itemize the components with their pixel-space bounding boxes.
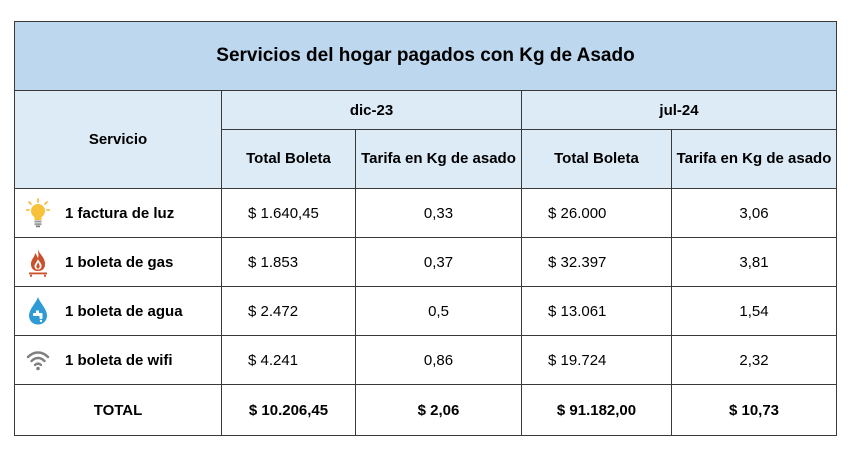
header-period-dic23: dic-23 — [222, 91, 522, 130]
water-drop-icon — [25, 296, 51, 326]
header-total-boleta-jul24: Total Boleta — [522, 130, 672, 189]
service-cell — [15, 189, 222, 238]
service-cell — [15, 238, 222, 287]
service-cell — [15, 336, 222, 385]
total-jul24-total: $ 91.182,00 — [522, 385, 672, 436]
total-dic23-tarifa: $ 2,06 — [356, 385, 522, 436]
jul24-tarifa-cell: 3,06 — [672, 189, 837, 238]
table-container — [14, 21, 836, 436]
dic23-total-cell: $ 1.640,45 — [222, 189, 356, 238]
service-name: 1 boleta de wifi — [65, 351, 173, 369]
table-row — [15, 238, 837, 287]
service-name: 1 boleta de agua — [65, 302, 183, 320]
service-cell — [15, 287, 222, 336]
dic23-total-cell: $ 1.853 — [222, 238, 356, 287]
jul24-total-cell: $ 13.061 — [522, 287, 672, 336]
jul24-total-cell: $ 32.397 — [522, 238, 672, 287]
dic23-total-cell: $ 4.241 — [222, 336, 356, 385]
header-total-boleta-dic23: Total Boleta — [222, 130, 356, 189]
total-row — [15, 385, 837, 436]
jul24-tarifa-cell: 2,32 — [672, 336, 837, 385]
header-tarifa-dic23: Tarifa en Kg de asado — [356, 130, 522, 189]
jul24-tarifa-cell: 3,81 — [672, 238, 837, 287]
total-dic23-total: $ 10.206,45 — [222, 385, 356, 436]
header-servicio: Servicio — [15, 91, 222, 189]
total-label: TOTAL — [15, 385, 222, 436]
jul24-total-cell: $ 26.000 — [522, 189, 672, 238]
jul24-tarifa-cell: 1,54 — [672, 287, 837, 336]
table-row — [15, 189, 837, 238]
services-table — [14, 21, 837, 436]
dic23-tarifa-cell: 0,33 — [356, 189, 522, 238]
total-jul24-tarifa: $ 10,73 — [672, 385, 837, 436]
dic23-tarifa-cell: 0,86 — [356, 336, 522, 385]
header-period-jul24: jul-24 — [522, 91, 837, 130]
table-row — [15, 336, 837, 385]
header-tarifa-jul24: Tarifa en Kg de asado — [672, 130, 837, 189]
dic23-tarifa-cell: 0,37 — [356, 238, 522, 287]
table-row — [15, 287, 837, 336]
service-name: 1 factura de luz — [65, 204, 175, 222]
jul24-total-cell: $ 19.724 — [522, 336, 672, 385]
wifi-icon — [25, 345, 51, 375]
flame-icon — [25, 247, 51, 277]
table-title: Servicios del hogar pagados con Kg de Asado — [15, 22, 837, 91]
lightbulb-icon — [25, 198, 51, 228]
dic23-tarifa-cell: 0,5 — [356, 287, 522, 336]
service-name: 1 boleta de gas — [65, 253, 174, 271]
dic23-total-cell: $ 2.472 — [222, 287, 356, 336]
